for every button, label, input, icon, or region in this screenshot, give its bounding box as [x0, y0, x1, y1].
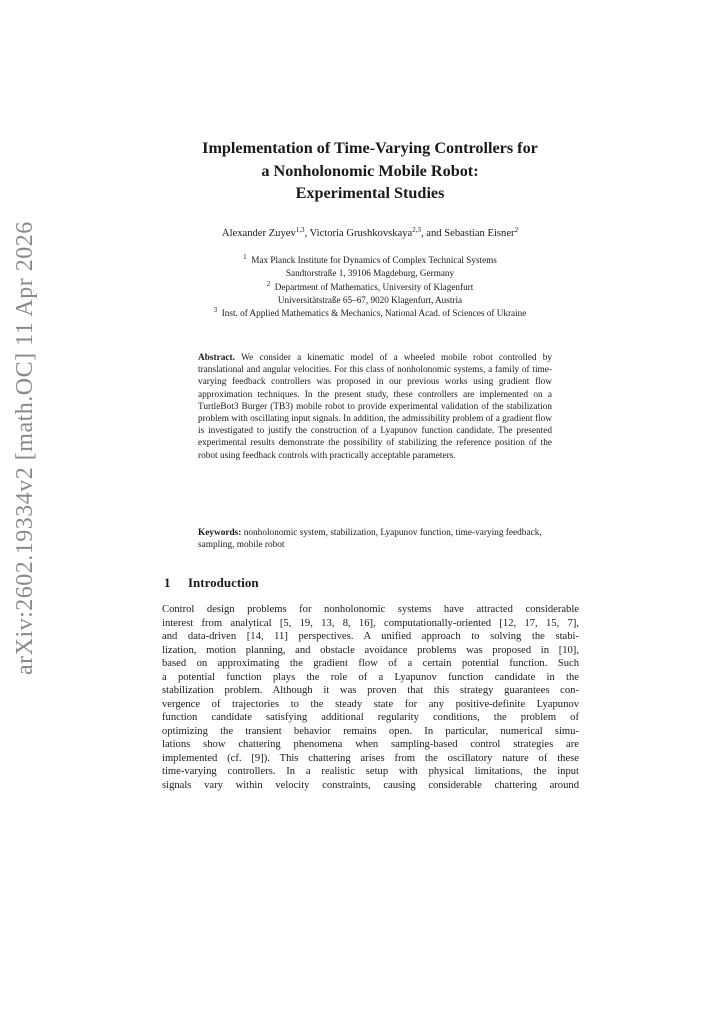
- title-line: Implementation of Time-Varying Controllers for: [202, 139, 538, 157]
- affiliation-line: Universitätstraße 65–67, 9020 Klagenfurt, Austria: [277, 294, 463, 305]
- abstract-text: We consider a kinematic model of a wheeled mobile robot controlled by translational and angular velocities. For this class of nonholonomic systems, a family of time-varying feedback controllers was proposed in our previous works using gradient flow approximation techniques. In the present study, these controllers are implemented on a TurtleBot3 Burger (TB3) mobile robot to provide experimental validation of the stabilization problem with oscillating input signals. In addition, the admissibility problem of a gradient flow is investigated to justify the construction of a Lyapunov function candidate. The presented experimental results demonstrate the possibility of stabilizing the reference position of the robot using feedback controls with practically acceptable parameters.: [198, 353, 553, 461]
- keywords-text: nonholonomic system, stabilization, Lyapunov function, time-varying feedback, sampling, mobile robot: [198, 528, 542, 551]
- affiliations: [120, 254, 620, 320]
- author-affiliation-mark: 2,3: [412, 226, 421, 234]
- body-line: interest from analytical [5, 19, 13, 8, 16], computationally-oriented [12, 17, 15, 7],: [162, 617, 579, 629]
- body-line: vergence of trajectories to the steady state for any positive-definite Lyapunov: [162, 698, 579, 710]
- title-line: a Nonholonomic Mobile Robot:: [261, 161, 479, 180]
- affiliation-line: Sandtorstraße 1, 39106 Magdeburg, Germany: [285, 268, 455, 279]
- body-line: Control design problems for nonholonomic systems have attracted considerable: [162, 604, 579, 615]
- keywords-label: Keywords:: [198, 528, 242, 538]
- author-name: , Victoria Grushkovskaya: [304, 228, 413, 239]
- body-line: lization, motion planning, and obstacle avoidance problems was proposed in [10],: [162, 644, 579, 656]
- body-line: based on approximating the gradient flow of a certain potential function. Such: [162, 658, 579, 669]
- affiliation-line: $^3$ Inst. of Applied Mathematics & Mechanics, National Acad. of Sciences of Ukraine: [213, 306, 527, 319]
- affiliation-mark: 3: [213, 306, 218, 315]
- body-line: optimizing the transient behavior remains open. In particular, numerical simu-: [162, 725, 579, 737]
- body-line: stabilization problem. Although it was proven that this strategy guarantees con-: [162, 685, 579, 696]
- author-affiliation-mark: 2: [514, 226, 519, 234]
- affiliation-line: $^1$ Max Planck Institute for Dynamics of Complex Technical Systems: [243, 253, 497, 265]
- author-list: [140, 228, 600, 239]
- keywords: [198, 527, 558, 551]
- section-heading: [164, 575, 259, 591]
- section-title: Introduction: [188, 575, 259, 590]
- author-affiliation-mark: 1,3: [295, 226, 305, 234]
- body-line: function candidate satisfying additional regularity conditions, the problem of: [162, 712, 579, 723]
- body-line: time-varying controllers. In a realistic setup with physical limitations, the input: [162, 766, 579, 777]
- affiliation-mark: 1: [243, 253, 247, 261]
- section-number: 1: [164, 575, 171, 590]
- title-line: Experimental Studies: [295, 184, 445, 202]
- abstract-label: Abstract.: [198, 353, 235, 363]
- body-line: signals vary within velocity constraints, causing considerable chattering around: [162, 779, 579, 791]
- paper-title: [140, 137, 600, 205]
- abstract: [198, 352, 552, 462]
- body-line: implemented (cf. [9]). This chattering arises from the oscillatory nature of these: [162, 752, 579, 764]
- arxiv-identifier: arXiv:2602.19334v2 [math.OC] 11 Apr 2026: [12, 221, 38, 675]
- author-name: , and Sebastian Eisner: [421, 228, 515, 239]
- affiliation-mark: 2: [266, 279, 271, 288]
- body-line: lations show chattering phenomena when sampling-based control strategies are: [162, 739, 579, 750]
- introduction-body: [162, 603, 579, 792]
- body-line: a potential function plays the role of a Lyapunov function candidate in the: [162, 671, 579, 683]
- affiliation-line: $^2$ Department of Mathematics, University of Klagenfurt: [266, 279, 474, 292]
- body-line: and data-driven [14, 11] perspectives. A unified approach to solving the stabi-: [162, 631, 579, 642]
- author-name: Alexander Zuyev: [221, 228, 296, 239]
